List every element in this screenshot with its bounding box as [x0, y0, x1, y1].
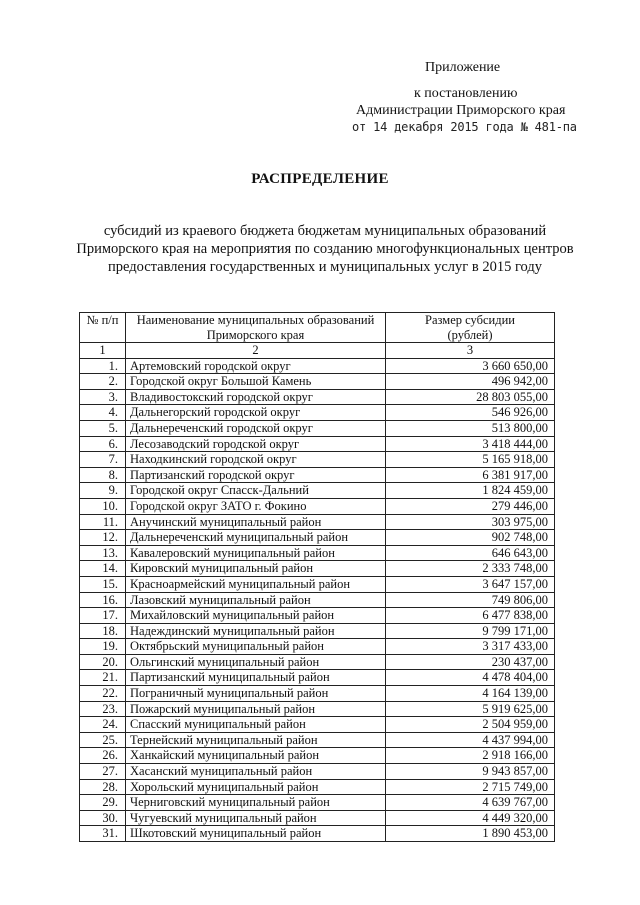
table-row — [80, 576, 555, 592]
subsidy-amount: 9 799 171,00 — [482, 623, 548, 638]
municipality-name: Ханкайский муниципальный район — [126, 748, 386, 764]
amount-cell — [386, 701, 555, 717]
appendix-date-number: от 14 декабря 2015 года № 481-па — [352, 120, 577, 134]
row-number: 21. — [80, 670, 126, 686]
amount-cell — [386, 358, 555, 374]
table-row — [80, 561, 555, 577]
subsidy-amount: 279 446,00 — [491, 498, 548, 513]
amount-cell — [386, 732, 555, 748]
column-index: 3 — [386, 343, 555, 359]
amount-cell — [386, 452, 555, 468]
header-municipality — [126, 313, 386, 343]
amount-cell — [386, 561, 555, 577]
municipality-name: Дальнегорский городской округ — [126, 405, 386, 421]
amount-cell — [386, 779, 555, 795]
municipality-name: Лесозаводский городской округ — [126, 436, 386, 452]
row-number: 25. — [80, 732, 126, 748]
subsidy-amount: 28 803 055,00 — [476, 389, 548, 404]
amount-cell — [386, 514, 555, 530]
row-number: 24. — [80, 717, 126, 733]
row-number: 8. — [80, 467, 126, 483]
municipality-name: Октябрьский муниципальный район — [126, 639, 386, 655]
row-number: 5. — [80, 420, 126, 436]
table-row — [80, 405, 555, 421]
subsidy-amount: 546 926,00 — [491, 405, 548, 420]
appendix-label: Приложение — [425, 60, 501, 75]
municipality-name: Кировский муниципальный район — [126, 561, 386, 577]
row-number: 19. — [80, 639, 126, 655]
table-row — [80, 654, 555, 670]
row-number: 7. — [80, 452, 126, 468]
row-number: 10. — [80, 498, 126, 514]
municipality-name: Пограничный муниципальный район — [126, 686, 386, 702]
municipality-name: Анучинский муниципальный район — [126, 514, 386, 530]
subtitle-line-3: предоставления государственных и муниципальных услуг в 2015 году — [107, 259, 542, 275]
subsidy-amount: 902 748,00 — [491, 530, 548, 545]
row-number: 12. — [80, 530, 126, 546]
table-row — [80, 545, 555, 561]
municipality-name: Ольгинский муниципальный район — [126, 654, 386, 670]
municipality-name: Партизанский муниципальный район — [126, 670, 386, 686]
header-amount-line1: Размер субсидии — [425, 313, 515, 327]
subsidy-table — [79, 312, 555, 842]
municipality-name: Красноармейский муниципальный район — [126, 576, 386, 592]
amount-cell — [386, 483, 555, 499]
table-row — [80, 358, 555, 374]
municipality-name: Городской округ ЗАТО г. Фокино — [126, 498, 386, 514]
table-row — [80, 717, 555, 733]
subsidy-amount: 6 381 917,00 — [482, 467, 548, 482]
subsidy-amount: 2 333 748,00 — [482, 561, 548, 576]
municipality-name: Кавалеровский муниципальный район — [126, 545, 386, 561]
row-number: 9. — [80, 483, 126, 499]
municipality-name: Артемовский городской округ — [126, 358, 386, 374]
table-row — [80, 374, 555, 390]
document-subtitle — [70, 222, 580, 276]
municipality-name: Михайловский муниципальный район — [126, 608, 386, 624]
amount-cell — [386, 467, 555, 483]
header-municipality-line2: Приморского края — [206, 327, 305, 342]
municipality-name: Дальнереченский муниципальный район — [126, 530, 386, 546]
subsidy-amount: 3 660 650,00 — [482, 358, 548, 373]
row-number: 27. — [80, 764, 126, 780]
municipality-name: Черниговский муниципальный район — [126, 795, 386, 811]
table-row — [80, 810, 555, 826]
amount-cell — [386, 810, 555, 826]
amount-cell — [386, 717, 555, 733]
subsidy-amount: 3 647 157,00 — [482, 576, 548, 591]
amount-cell — [386, 826, 555, 842]
column-index: 1 — [80, 343, 126, 359]
subsidy-amount: 5 919 625,00 — [482, 701, 548, 716]
row-number: 16. — [80, 592, 126, 608]
subtitle-line-1: субсидий из краевого бюджета бюджетам муниципальных образований — [103, 223, 547, 239]
amount-cell — [386, 576, 555, 592]
amount-cell — [386, 748, 555, 764]
header-amount-line2: (рублей) — [447, 327, 493, 342]
row-number: 13. — [80, 545, 126, 561]
column-index: 2 — [126, 343, 386, 359]
row-number: 31. — [80, 826, 126, 842]
municipality-name: Лазовский муниципальный район — [126, 592, 386, 608]
subsidy-amount: 2 918 166,00 — [482, 748, 548, 763]
row-number: 3. — [80, 389, 126, 405]
table-row — [80, 436, 555, 452]
row-number: 1. — [80, 358, 126, 374]
subsidy-amount: 230 437,00 — [491, 654, 548, 669]
row-number: 18. — [80, 623, 126, 639]
table-row — [80, 608, 555, 624]
amount-cell — [386, 764, 555, 780]
appendix-administration: Администрации Приморского края — [356, 103, 566, 118]
amount-cell — [386, 795, 555, 811]
subsidy-amount: 3 317 433,00 — [482, 639, 548, 654]
municipality-name: Надеждинский муниципальный район — [126, 623, 386, 639]
header-municipality-line1: Наименование муниципальных образований — [136, 313, 375, 327]
row-number: 17. — [80, 608, 126, 624]
municipality-name: Находкинский городской округ — [126, 452, 386, 468]
municipality-name: Городской округ Большой Камень — [126, 374, 386, 390]
table-row — [80, 748, 555, 764]
amount-cell — [386, 592, 555, 608]
table-row — [80, 779, 555, 795]
amount-cell — [386, 608, 555, 624]
row-number: 29. — [80, 795, 126, 811]
subsidy-amount: 496 942,00 — [491, 374, 548, 389]
subtitle-line-2: Приморского края на мероприятия по созданию многофункциональных центров — [76, 241, 574, 257]
table-row — [80, 670, 555, 686]
table-row — [80, 732, 555, 748]
municipality-name: Тернейский муниципальный район — [126, 732, 386, 748]
row-number: 4. — [80, 405, 126, 421]
municipality-name: Шкотовский муниципальный район — [126, 826, 386, 842]
table-row — [80, 623, 555, 639]
subsidy-amount: 1 890 453,00 — [482, 826, 548, 841]
appendix-resolution-label: к постановлению — [414, 86, 518, 101]
table-row — [80, 452, 555, 468]
table-row — [80, 514, 555, 530]
amount-cell — [386, 545, 555, 561]
table-row — [80, 795, 555, 811]
municipality-name: Пожарский муниципальный район — [126, 701, 386, 717]
subsidy-amount: 749 806,00 — [491, 592, 548, 607]
subsidy-amount: 5 165 918,00 — [482, 452, 548, 467]
row-number: 23. — [80, 701, 126, 717]
amount-cell — [386, 654, 555, 670]
municipality-name: Владивостокский городской округ — [126, 389, 386, 405]
municipality-name: Спасский муниципальный район — [126, 717, 386, 733]
row-number: 2. — [80, 374, 126, 390]
table-row — [80, 764, 555, 780]
amount-cell — [386, 498, 555, 514]
header-number: № п/п — [80, 313, 126, 343]
subsidy-amount: 646 643,00 — [491, 545, 548, 560]
municipality-name: Хасанский муниципальный район — [126, 764, 386, 780]
row-number: 11. — [80, 514, 126, 530]
table-header-row — [80, 313, 555, 343]
document-title: РАСПРЕДЕЛЕНИЕ — [251, 171, 389, 187]
table-row — [80, 389, 555, 405]
table-row — [80, 701, 555, 717]
table-row — [80, 639, 555, 655]
municipality-name: Городской округ Спасск-Дальний — [126, 483, 386, 499]
table-row — [80, 530, 555, 546]
subsidy-amount: 4 449 320,00 — [482, 810, 548, 825]
subsidy-amount: 2 715 749,00 — [482, 779, 548, 794]
amount-cell — [386, 686, 555, 702]
subsidy-amount: 4 478 404,00 — [482, 670, 548, 685]
subsidy-amount: 3 418 444,00 — [482, 436, 548, 451]
municipality-name: Дальнереченский городской округ — [126, 420, 386, 436]
header-amount — [386, 313, 555, 343]
table-row — [80, 467, 555, 483]
subsidy-amount: 6 477 838,00 — [482, 608, 548, 623]
row-number: 30. — [80, 810, 126, 826]
amount-cell — [386, 623, 555, 639]
table-row — [80, 592, 555, 608]
subsidy-amount: 513 800,00 — [491, 420, 548, 435]
column-index-row — [80, 343, 555, 359]
table-row — [80, 483, 555, 499]
row-number: 20. — [80, 654, 126, 670]
amount-cell — [386, 420, 555, 436]
subsidy-amount: 2 504 959,00 — [482, 717, 548, 732]
row-number: 26. — [80, 748, 126, 764]
table-row — [80, 826, 555, 842]
row-number: 15. — [80, 576, 126, 592]
municipality-name: Хорольский муниципальный район — [126, 779, 386, 795]
subsidy-amount: 303 975,00 — [491, 514, 548, 529]
amount-cell — [386, 374, 555, 390]
municipality-name: Чугуевский муниципальный район — [126, 810, 386, 826]
row-number: 28. — [80, 779, 126, 795]
table-row — [80, 420, 555, 436]
row-number: 22. — [80, 686, 126, 702]
table-row — [80, 686, 555, 702]
amount-cell — [386, 530, 555, 546]
subsidy-amount: 4 164 139,00 — [482, 686, 548, 701]
subsidy-amount: 9 943 857,00 — [482, 764, 548, 779]
row-number: 14. — [80, 561, 126, 577]
amount-cell — [386, 389, 555, 405]
subsidy-amount: 1 824 459,00 — [482, 483, 548, 498]
row-number: 6. — [80, 436, 126, 452]
subsidy-amount: 4 437 994,00 — [482, 732, 548, 747]
amount-cell — [386, 639, 555, 655]
table-row — [80, 498, 555, 514]
amount-cell — [386, 405, 555, 421]
amount-cell — [386, 436, 555, 452]
subsidy-amount: 4 639 767,00 — [482, 795, 548, 810]
amount-cell — [386, 670, 555, 686]
municipality-name: Партизанский городской округ — [126, 467, 386, 483]
